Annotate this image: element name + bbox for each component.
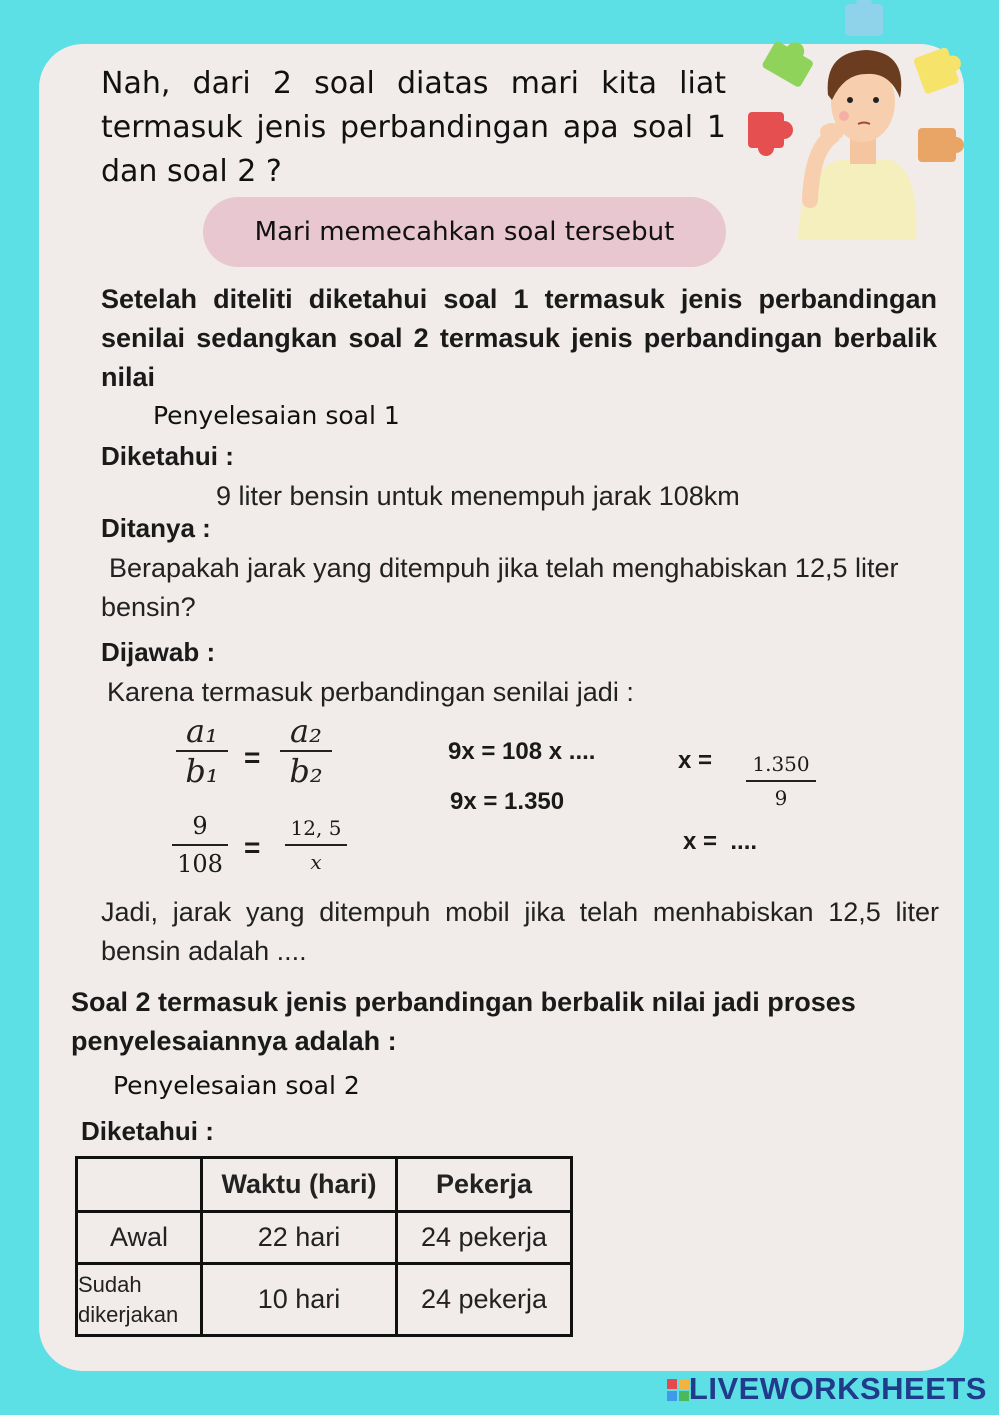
denominator-x: x xyxy=(310,850,322,874)
page-heading: Nah, dari 2 soal diatas mari kita liat termasuk jenis perbandingan apa soal 1 dan soal 2 ? xyxy=(101,66,726,189)
fraction-bar xyxy=(172,844,228,846)
fraction-bar xyxy=(746,780,816,782)
equals-sign: = xyxy=(244,742,261,773)
denominator-b1: b₁ xyxy=(185,752,219,790)
soal2-title: Penyelesaian soal 2 xyxy=(113,1071,360,1100)
soal1-dijawab-label: Dijawab : xyxy=(101,637,216,667)
table-header-cell: Waktu (hari) xyxy=(202,1158,397,1212)
denominator-b2: b₂ xyxy=(289,752,323,790)
soal1-dijawab-text: Karena termasuk perbandingan senilai jadi : xyxy=(107,677,634,707)
fraction-bar xyxy=(285,844,347,846)
table-row xyxy=(77,1264,572,1336)
soal2-diketahui-label: Diketahui : xyxy=(81,1116,214,1146)
puzzle-piece-yellow-icon xyxy=(913,44,967,95)
step-line-1: 9x = 108 x .... xyxy=(448,738,596,765)
soal1-diketahui-label: Diketahui : xyxy=(101,441,234,471)
liveworksheets-logo xyxy=(667,1371,987,1407)
puzzle-piece-red-icon xyxy=(748,112,793,156)
liveworksheets-logo-icon xyxy=(667,1379,689,1401)
denominator-9: 9 xyxy=(774,786,788,810)
puzzle-piece-blue-icon xyxy=(845,0,883,36)
fraction-9-108 xyxy=(172,812,228,878)
thinking-person-illustration xyxy=(740,0,980,240)
numerator-9: 9 xyxy=(192,812,208,840)
liveworksheets-logo-text: LIVEWORKSHEETS xyxy=(688,1371,987,1406)
soal1-diketahui-text: 9 liter bensin untuk menempuh jarak 108km xyxy=(216,481,740,511)
equals-sign: = xyxy=(244,832,261,863)
soal1-title: Penyelesaian soal 1 xyxy=(153,401,400,430)
denominator-108: 108 xyxy=(177,850,223,878)
table-cell: Awal xyxy=(77,1212,202,1264)
x-result: x = .... xyxy=(683,828,758,855)
soal1-ditanya-text: Berapakah jarak yang ditempuh jika telah menghabiskan 12,5 liter bensin? xyxy=(101,553,899,622)
soal2-intro: Soal 2 termasuk jenis perbandingan berbalik nilai jadi proses penyelesaiannya adalah : xyxy=(71,987,856,1056)
table-header-cell: Pekerja xyxy=(397,1158,572,1212)
table-header-row xyxy=(77,1158,572,1212)
fraction-125-x xyxy=(285,816,347,874)
step-line-2: 9x = 1.350 xyxy=(450,788,565,815)
x-label: x = xyxy=(678,747,713,774)
table-cell: 10 hari xyxy=(202,1264,397,1336)
soal1-conclusion: Jadi, jarak yang ditempuh mobil jika telah menhabiskan 12,5 liter bensin adalah .... xyxy=(101,897,939,966)
table-cell: Sudah dikerjakan xyxy=(77,1264,202,1336)
soal2-data-table xyxy=(75,1156,573,1337)
table-cell: 22 hari xyxy=(202,1212,397,1264)
table-row xyxy=(77,1212,572,1264)
numerator-12-5: 12, 5 xyxy=(290,816,342,840)
numerator-1350: 1.350 xyxy=(752,752,810,776)
numerator-a1: a₁ xyxy=(186,712,218,750)
section-pill: Mari memecahkan soal tersebut xyxy=(203,197,726,267)
table-cell: 24 pekerja xyxy=(397,1264,572,1336)
fraction-a2-b2 xyxy=(280,712,332,790)
numerator-a2: a₂ xyxy=(290,712,322,750)
puzzle-piece-green-icon xyxy=(761,32,819,88)
intro-paragraph: Setelah diteliti diketahui soal 1 termasuk jenis perbandingan senilai sedangkan soal 2 termasuk jenis perbandingan berbalik nilai xyxy=(101,284,937,392)
fraction-a1-b1 xyxy=(176,712,228,790)
table-header-cell xyxy=(77,1158,202,1212)
fraction-1350-9 xyxy=(746,752,816,810)
table-cell: 24 pekerja xyxy=(397,1212,572,1264)
puzzle-piece-orange-icon xyxy=(918,128,964,162)
soal1-ditanya-label: Ditanya : xyxy=(101,513,211,543)
